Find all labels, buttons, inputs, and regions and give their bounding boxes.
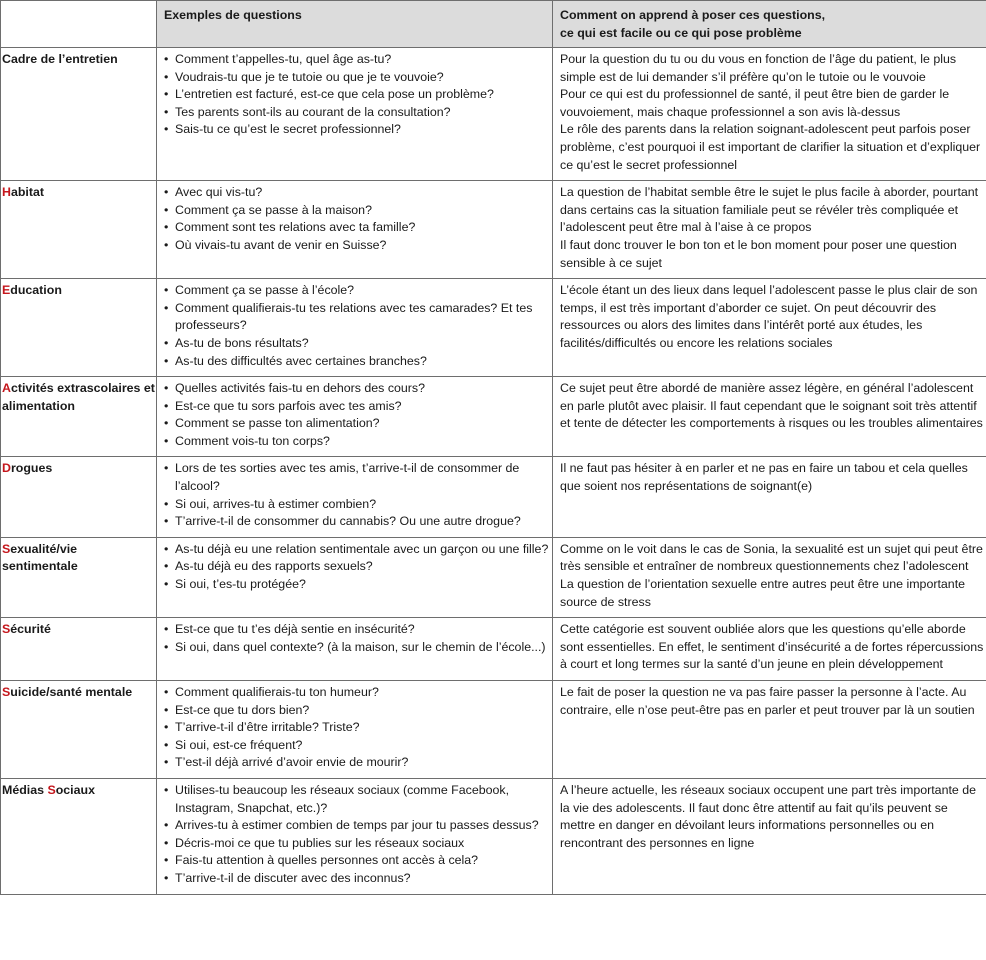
category-initial: H [2, 185, 11, 200]
category-label: écurité [10, 622, 51, 637]
question-item: • Comment sont tes relations avec ta famille? [164, 219, 552, 237]
question-item: • As-tu déjà eu des rapports sexuels? [164, 558, 552, 576]
category-label: uicide/santé mentale [10, 685, 133, 699]
question-item: • T’arrive-t-il de discuter avec des inconnus? [164, 870, 552, 888]
category-cell [1, 181, 157, 279]
header-learning [553, 1, 986, 48]
question-item: • Comment se passe ton alimentation? [164, 415, 552, 433]
category-cell [1, 377, 157, 457]
header-blank-cell [1, 1, 157, 48]
category-cell [1, 537, 157, 617]
category-cell [1, 457, 157, 537]
category-label: rogues [10, 461, 53, 476]
question-item: • Si oui, t’es-tu protégée? [164, 576, 552, 594]
table-row [1, 537, 986, 617]
table-row [1, 279, 986, 377]
questions-cell [157, 537, 553, 617]
note-line: L’école étant un des lieux dans lequel l’adolescent passe le plus clair de son temps, il est très important d’aborder ce sujet. On peut découvrir des ressources ou alors des limites dans l’intérêt porté aux études, les facilités/difficultés ou encore les relations sociales [560, 283, 978, 350]
category-label: ducation [10, 283, 62, 298]
question-item: • Est-ce que tu dors bien? [164, 702, 552, 720]
question-item: • Fais-tu attention à quelles personnes ont accès à cela? [164, 852, 552, 870]
category-initial: E [2, 283, 11, 298]
question-item: • T’arrive-t-il d’être irritable? Triste? [164, 719, 552, 737]
questions-cell [157, 377, 553, 457]
questions-cell [157, 681, 553, 779]
category-label: abitat [10, 185, 44, 200]
table-row [1, 48, 986, 181]
question-item: • Si oui, est-ce fréquent? [164, 737, 552, 755]
question-item: • Décris-moi ce que tu publies sur les réseaux sociaux [164, 835, 552, 853]
question-item: • Comment vois-tu ton corps? [164, 433, 552, 451]
note-line: Ce sujet peut être abordé de manière assez légère, en général l’adolescent en parle plutôt avec plaisir. Il faut cependant que le soignant soit très attentif et tente de détecter les comportements à risques ou les troubles alimentaires [560, 381, 983, 431]
questions-cell [157, 48, 553, 181]
question-item: • Comment qualifierais-tu ton humeur? [164, 684, 552, 702]
header-learning-line2: ce qui est facile ou ce qui pose problème [560, 25, 802, 40]
notes-cell [553, 457, 986, 537]
category-cell [1, 618, 157, 681]
question-item: • Comment ça se passe à l’école? [164, 282, 552, 300]
category-initial: S [47, 782, 56, 797]
question-list [164, 282, 552, 370]
question-item: • Utilises-tu beaucoup les réseaux sociaux (comme Facebook, Instagram, Snapchat, etc.)? [164, 782, 552, 817]
questions-cell [157, 618, 553, 681]
category-label: Médias [2, 782, 48, 797]
notes-cell [553, 618, 986, 681]
note-line: Le fait de poser la question ne va pas faire passer la personne à l’acte. Au contraire, elle n’ose peut-être pas en parler et peut trouver par là un soutien [560, 685, 975, 717]
notes-cell [553, 778, 986, 894]
table-row [1, 778, 986, 894]
question-item: • Est-ce que tu t’es déjà sentie en insécurité? [164, 621, 552, 639]
question-item: • Sais-tu ce qu’est le secret professionnel? [164, 121, 552, 139]
question-list [164, 51, 552, 139]
question-item: • Est-ce que tu sors parfois avec tes amis? [164, 398, 552, 416]
note-line: A l’heure actuelle, les réseaux sociaux occupent une part très importante de la vie des adolescents. Il faut donc être attentif au fait qu’ils peuvent se mettre en danger en dévoilant leurs informations personnelles ou en rencontrant des personnes en ligne [560, 782, 977, 850]
note-line: Le rôle des parents dans la relation soignant-adolescent peut parfois poser problème, c’est pourquoi il est important de clarifier la situation et d’expliquer ce qu’est le secret professionnel [560, 122, 981, 172]
notes-cell [553, 48, 986, 181]
table-row [1, 457, 986, 537]
question-list [164, 541, 552, 594]
category-label: ctivités extrascolaires et alimentation [2, 381, 155, 413]
category-cell [1, 778, 157, 894]
note-line: Pour ce qui est du professionnel de santé, il peut être bien de garder le vouvoiement, mais chaque professionnel a son avis là-dessus [560, 87, 950, 119]
questions-cell [157, 457, 553, 537]
question-item: • Comment qualifierais-tu tes relations avec tes camarades? Et tes professeurs? [164, 300, 552, 335]
question-item: • Avec qui vis-tu? [164, 184, 552, 202]
notes-cell [553, 181, 986, 279]
question-item: • Tes parents sont-ils au courant de la consultation? [164, 104, 552, 122]
questions-cell [157, 279, 553, 377]
header-learning-line1: Comment on apprend à poser ces questions, [560, 8, 826, 22]
question-list [164, 782, 552, 888]
question-item: • As-tu des difficultés avec certaines branches? [164, 353, 552, 371]
notes-cell [553, 377, 986, 457]
question-item: • Voudrais-tu que je te tutoie ou que je te vouvoie? [164, 69, 552, 87]
category-cell [1, 279, 157, 377]
questions-cell [157, 778, 553, 894]
question-list [164, 460, 552, 530]
table-row [1, 681, 986, 779]
table-header-row [1, 1, 986, 48]
question-list [164, 380, 552, 450]
category-cell [1, 681, 157, 779]
note-line: Comme on le voit dans le cas de Sonia, la sexualité est un sujet qui peut être très sensible et entraîner de nombreux questionnements chez l’adolescent [560, 541, 983, 574]
note-line: La question de l’orientation sexuelle entre autres peut être une importante source de stress [560, 577, 966, 609]
category-initial: S [2, 622, 11, 637]
note-line: Il faut donc trouver le bon ton et le bon moment pour poser une question sensible à ce sujet [560, 237, 957, 270]
question-list [164, 621, 552, 656]
question-item: • As-tu déjà eu une relation sentimentale avec un garçon ou une fille? [164, 541, 552, 559]
category-initial: A [2, 381, 11, 396]
note-line: Il ne faut pas hésiter à en parler et ne pas en faire un tabou et cela quelles que soient nos représentations de soignant(e) [560, 461, 968, 494]
question-item: • Si oui, dans quel contexte? (à la maison, sur le chemin de l’école...) [164, 639, 552, 657]
table-row [1, 377, 986, 457]
notes-cell [553, 537, 986, 617]
category-initial: S [2, 685, 11, 699]
question-list [164, 184, 552, 254]
category-label: Cadre de l’entretien [2, 52, 118, 66]
question-item: • Si oui, arrives-tu à estimer combien? [164, 496, 552, 514]
category-label: exualité/vie sentimentale [2, 541, 78, 574]
questions-cell [157, 181, 553, 279]
table-row [1, 181, 986, 279]
notes-cell [553, 279, 986, 377]
question-item: • Arrives-tu à estimer combien de temps par jour tu passes dessus? [164, 817, 552, 835]
header-examples: Exemples de questions [157, 1, 553, 48]
question-item: • Où vivais-tu avant de venir en Suisse? [164, 237, 552, 255]
category-label: ociaux [55, 782, 95, 797]
question-item: • Quelles activités fais-tu en dehors des cours? [164, 380, 552, 398]
note-line: Cette catégorie est souvent oubliée alors que les questions qu’elle aborde sont essentielles. En effet, le sentiment d’insécurité a de fortes répercussions à court et long termes sur la santé d’un jeune en plein développement [560, 622, 984, 672]
category-cell [1, 48, 157, 181]
question-list [164, 684, 552, 772]
notes-cell [553, 681, 986, 779]
question-item: • L’entretien est facturé, est-ce que cela pose un problème? [164, 86, 552, 104]
note-line: La question de l’habitat semble être le sujet le plus facile à aborder, pourtant dans certains cas la situation familiale peut se révéler très compliquée et l’adolescent peut être mal à l’aise à ce propos [560, 185, 979, 235]
category-initial: S [2, 541, 11, 556]
question-item: • T’est-il déjà arrivé d’avoir envie de mourir? [164, 754, 552, 772]
question-item: • Comment ça se passe à la maison? [164, 202, 552, 220]
table-row [1, 618, 986, 681]
question-item: • T’arrive-t-il de consommer du cannabis? Ou une autre drogue? [164, 513, 552, 531]
note-line: Pour la question du tu ou du vous en fonction de l’âge du patient, le plus simple est de lui demander s’il préfère qu’on le tutoie ou le vouvoie [560, 52, 957, 84]
question-item: • Comment t’appelles-tu, quel âge as-tu? [164, 51, 552, 69]
category-initial: D [2, 461, 11, 476]
question-item: • Lors de tes sorties avec tes amis, t’arrive-t-il de consommer de l’alcool? [164, 460, 552, 495]
question-item: • As-tu de bons résultats? [164, 335, 552, 353]
